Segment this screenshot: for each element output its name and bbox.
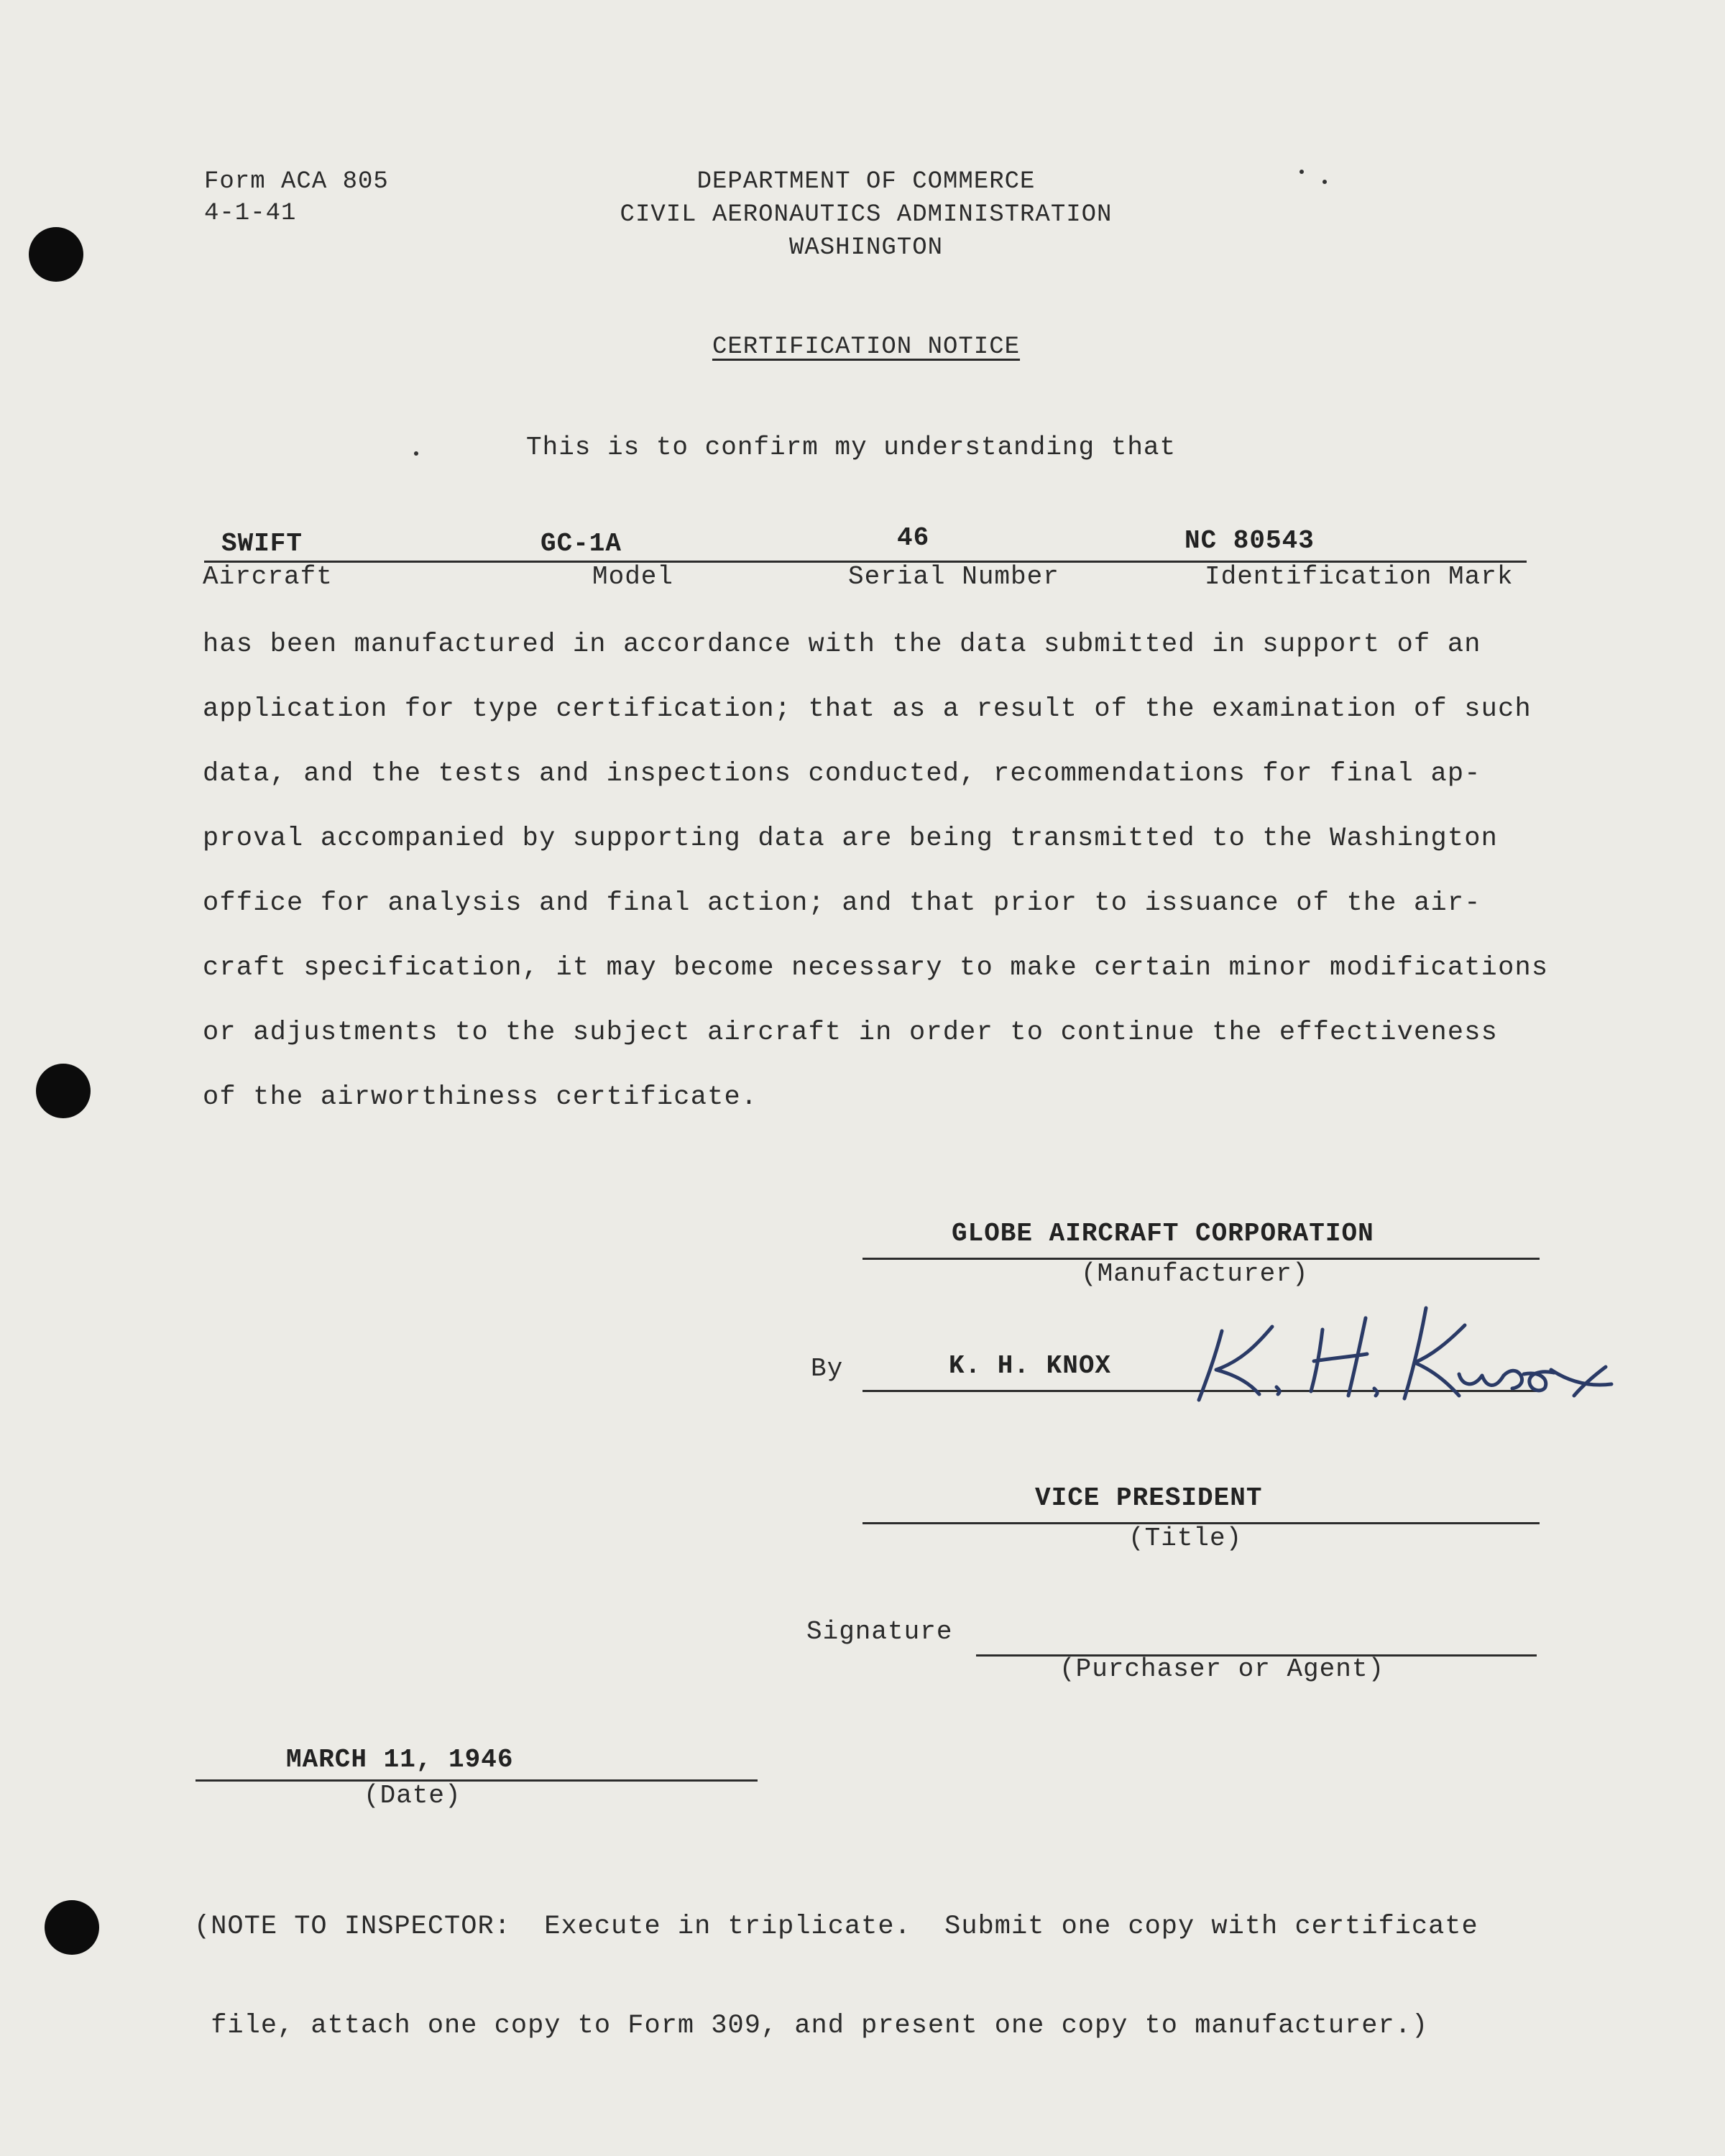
ident-label: Identification Mark (1205, 562, 1514, 591)
intro-text: This is to confirm my understanding that (526, 433, 1177, 462)
by-label: By (811, 1354, 844, 1383)
purchaser-sublabel: (Purchaser or Agent) (1059, 1654, 1385, 1684)
body-line: craft specification, it may become necessary to make certain minor modifications (203, 953, 1549, 983)
agency-line-3: WASHINGTON (788, 234, 944, 262)
aircraft-label: Aircraft (203, 562, 333, 591)
model-label: Model (592, 562, 674, 591)
date-line (196, 1779, 758, 1782)
agency-line-1: DEPARTMENT OF COMMERCE (696, 168, 1036, 195)
form-number: Form ACA 805 (204, 168, 389, 195)
handwritten-signature (1172, 1301, 1632, 1409)
body-line: has been manufactured in accordance with the data submitted in support of an (203, 630, 1481, 660)
punch-hole-bottom (45, 1900, 99, 1955)
purchaser-signature-label: Signature (806, 1617, 953, 1646)
inspector-note (194, 1844, 1478, 2109)
speck (414, 451, 418, 456)
ident-value: NC 80543 (1184, 526, 1315, 556)
signer-name: K. H. KNOX (949, 1351, 1112, 1381)
title-label: (Title) (1128, 1524, 1243, 1553)
body-line: application for type certification; that as a result of the examination of such (203, 694, 1532, 724)
note-line: file, attach one copy to Form 309, and present one copy to manufacturer.) (194, 2011, 1429, 2041)
punch-hole-top (29, 227, 83, 282)
notice-title: CERTIFICATION NOTICE (712, 333, 1021, 361)
body-paragraph (203, 612, 1548, 1130)
speck (1300, 170, 1304, 174)
form-date: 4-1-41 (204, 200, 297, 227)
date-value: MARCH 11, 1946 (286, 1745, 514, 1774)
manufacturer-label: (Manufacturer) (1081, 1259, 1309, 1289)
serial-value: 46 (897, 523, 930, 553)
body-line: proval accompanied by supporting data are being transmitted to the Washington (203, 824, 1499, 854)
title-value: VICE PRESIDENT (1035, 1483, 1263, 1513)
body-line: or adjustments to the subject aircraft in order to continue the effectiveness (203, 1018, 1499, 1048)
serial-label: Serial Number (848, 562, 1059, 591)
body-line: office for analysis and final action; and that prior to issuance of the air- (203, 888, 1481, 918)
speck (1322, 180, 1327, 184)
body-line: of the airworthiness certificate. (203, 1082, 758, 1112)
manufacturer-value: GLOBE AIRCRAFT CORPORATION (952, 1219, 1374, 1248)
date-label: (Date) (364, 1781, 461, 1810)
agency-line-2: CIVIL AERONAUTICS ADMINISTRATION (620, 201, 1113, 229)
model-value: GC-1A (540, 529, 622, 558)
aircraft-value: SWIFT (221, 529, 303, 558)
body-line: data, and the tests and inspections conducted, recommendations for final ap- (203, 759, 1481, 789)
punch-hole-middle (36, 1064, 91, 1118)
note-line: (NOTE TO INSPECTOR: Execute in triplicate. Submit one copy with certificate (194, 1912, 1478, 1942)
